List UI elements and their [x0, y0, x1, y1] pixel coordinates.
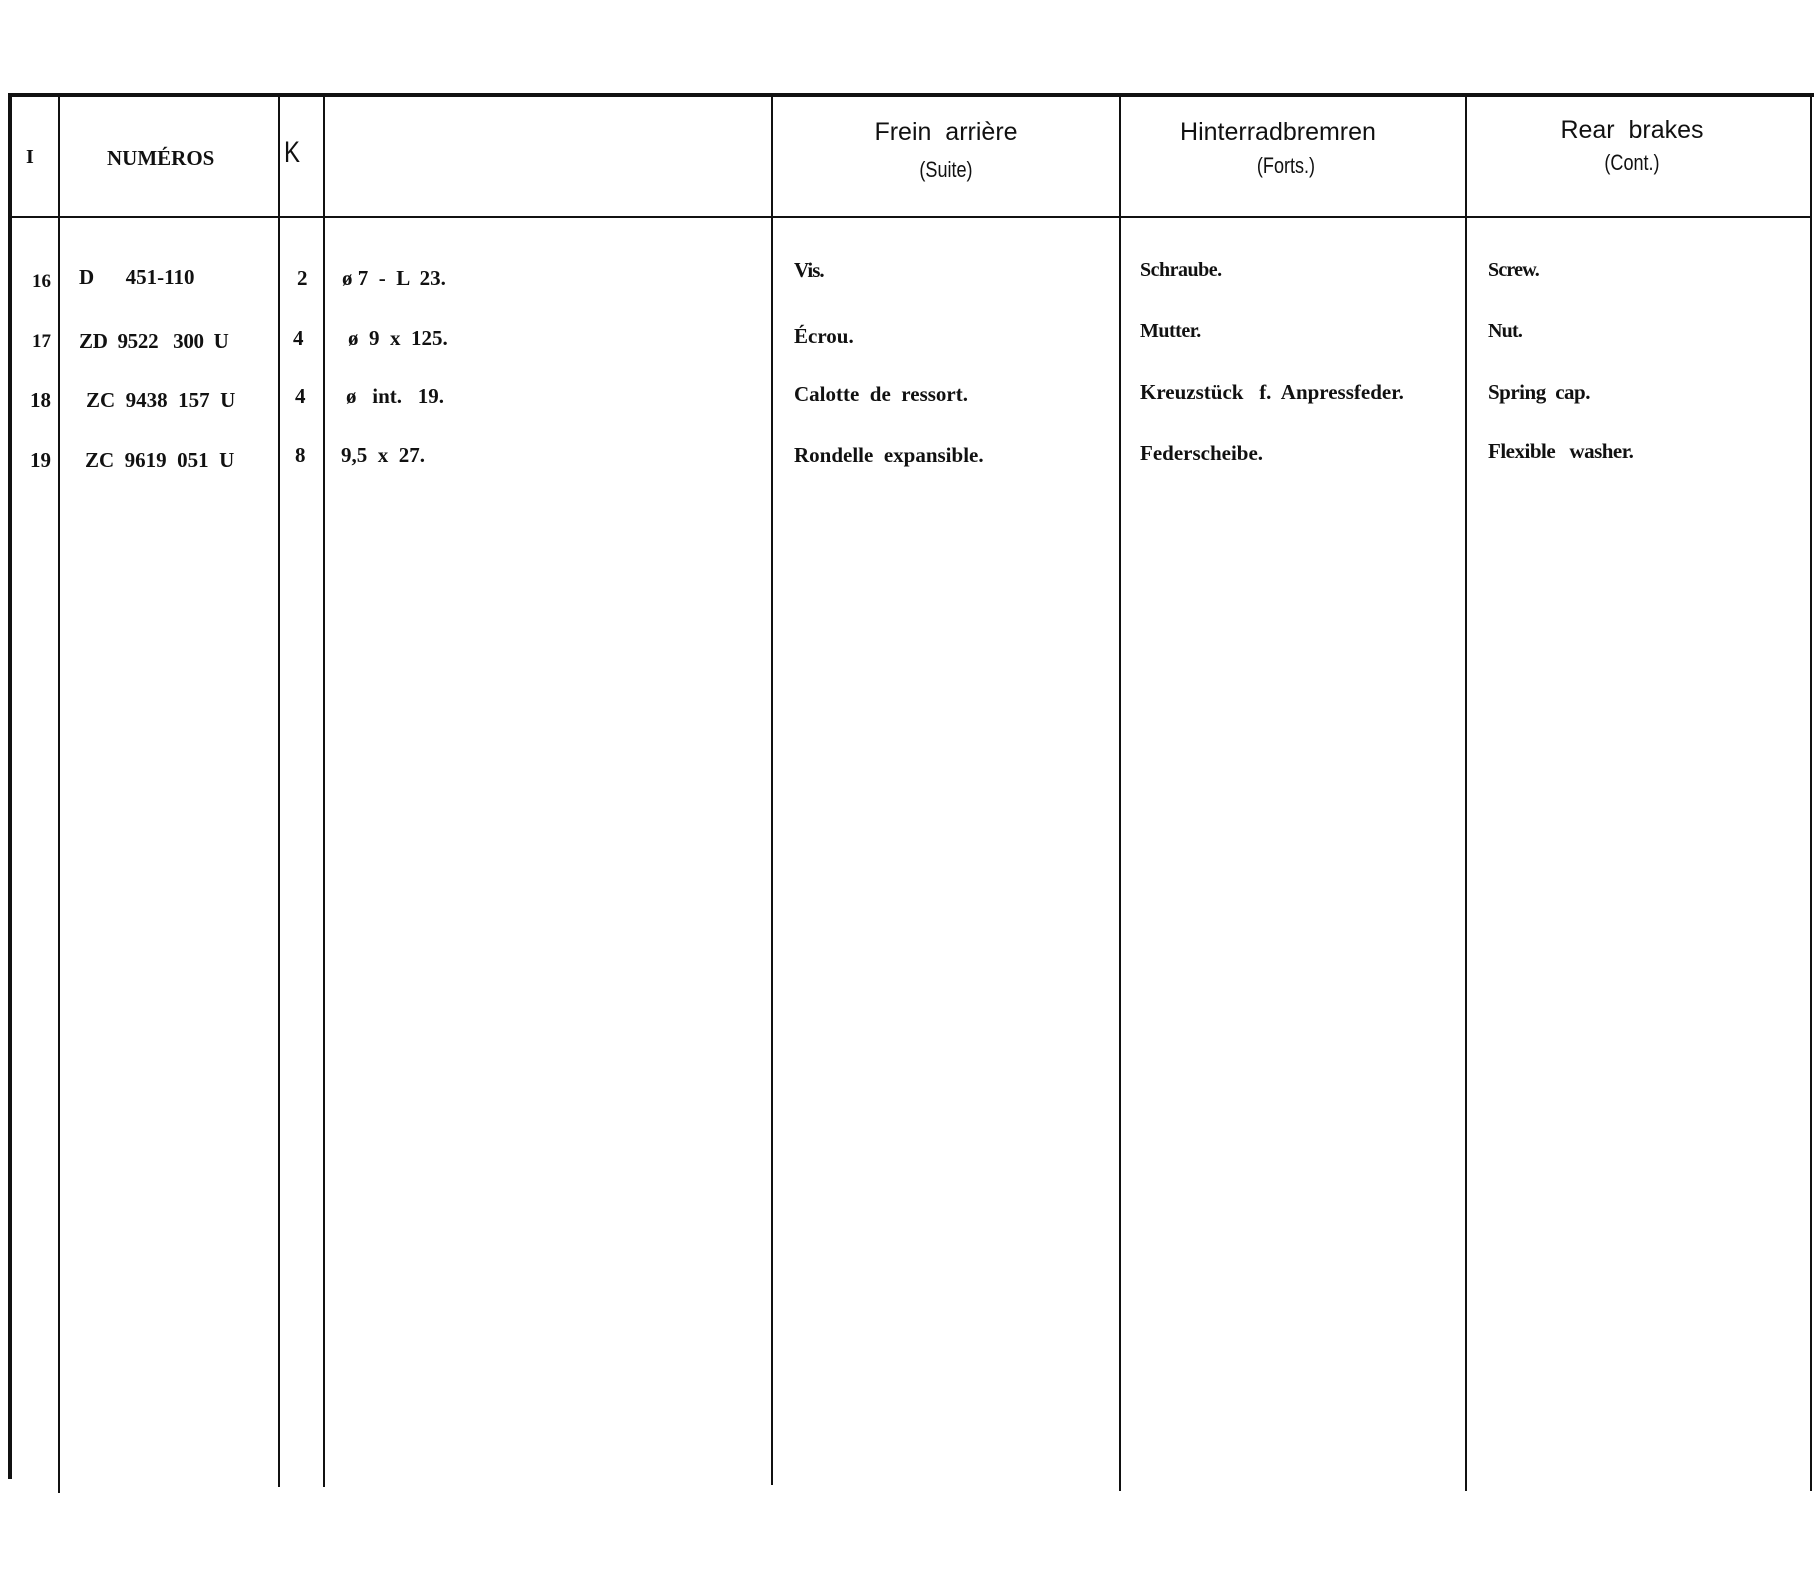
- description-en: Spring cap.: [1488, 380, 1590, 404]
- quantity: 8: [295, 443, 306, 467]
- col-divider-1: [58, 95, 60, 1493]
- description-fr: Vis.: [794, 258, 824, 282]
- part-number: ZD 9522 300 U: [79, 329, 229, 353]
- header-french-title: Frein arrière: [874, 118, 1018, 146]
- quantity: 4: [293, 326, 304, 350]
- header-english-subtitle: (Cont.): [1604, 150, 1660, 175]
- dimensions: ø int. 19.: [346, 384, 445, 408]
- description-de: Schraube.: [1140, 259, 1222, 281]
- description-fr: Calotte de ressort.: [794, 382, 968, 406]
- right-border: [1810, 95, 1812, 1491]
- col-divider-6: [1465, 95, 1467, 1491]
- description-en: Nut.: [1488, 320, 1523, 342]
- left-border: [8, 93, 12, 1479]
- description-en: Screw.: [1488, 259, 1539, 281]
- part-number: ZC 9438 157 U: [86, 388, 236, 412]
- quantity: 2: [297, 266, 308, 290]
- header-english-title: Rear brakes: [1560, 116, 1704, 144]
- description-fr: Rondelle expansible.: [794, 443, 984, 467]
- row-index: 18: [30, 388, 51, 412]
- header-german-subtitle: (Forts.): [1256, 153, 1316, 178]
- description-de: Mutter.: [1140, 320, 1201, 342]
- header-qty: K: [284, 136, 301, 169]
- header-numbers: NUMÉROS: [107, 146, 215, 170]
- header-french-subtitle: (Suite): [919, 157, 973, 182]
- description-de: Federscheibe.: [1140, 441, 1264, 465]
- dimensions: ø 9 x 125.: [348, 326, 448, 350]
- dimensions: ø 7 - L 23.: [342, 266, 446, 290]
- col-divider-5: [1119, 95, 1121, 1491]
- description-en: Flexible washer.: [1488, 439, 1634, 463]
- col-divider-2: [278, 95, 280, 1487]
- row-index: 17: [32, 331, 51, 352]
- header-divider: [10, 216, 1810, 218]
- dimensions: 9,5 x 27.: [341, 443, 425, 467]
- description-fr: Écrou.: [794, 324, 854, 348]
- row-index: 16: [32, 271, 51, 292]
- quantity: 4: [295, 384, 306, 408]
- description-de: Kreuzstück f. Anpressfeder.: [1140, 380, 1404, 404]
- part-number: D 451-110: [79, 265, 195, 289]
- header-index: I: [26, 146, 34, 168]
- header-german-title: Hinterradbremren: [1180, 118, 1376, 146]
- col-divider-3: [323, 95, 325, 1487]
- part-number: ZC 9619 051 U: [85, 448, 235, 472]
- col-divider-4: [771, 95, 773, 1485]
- row-index: 19: [30, 448, 51, 472]
